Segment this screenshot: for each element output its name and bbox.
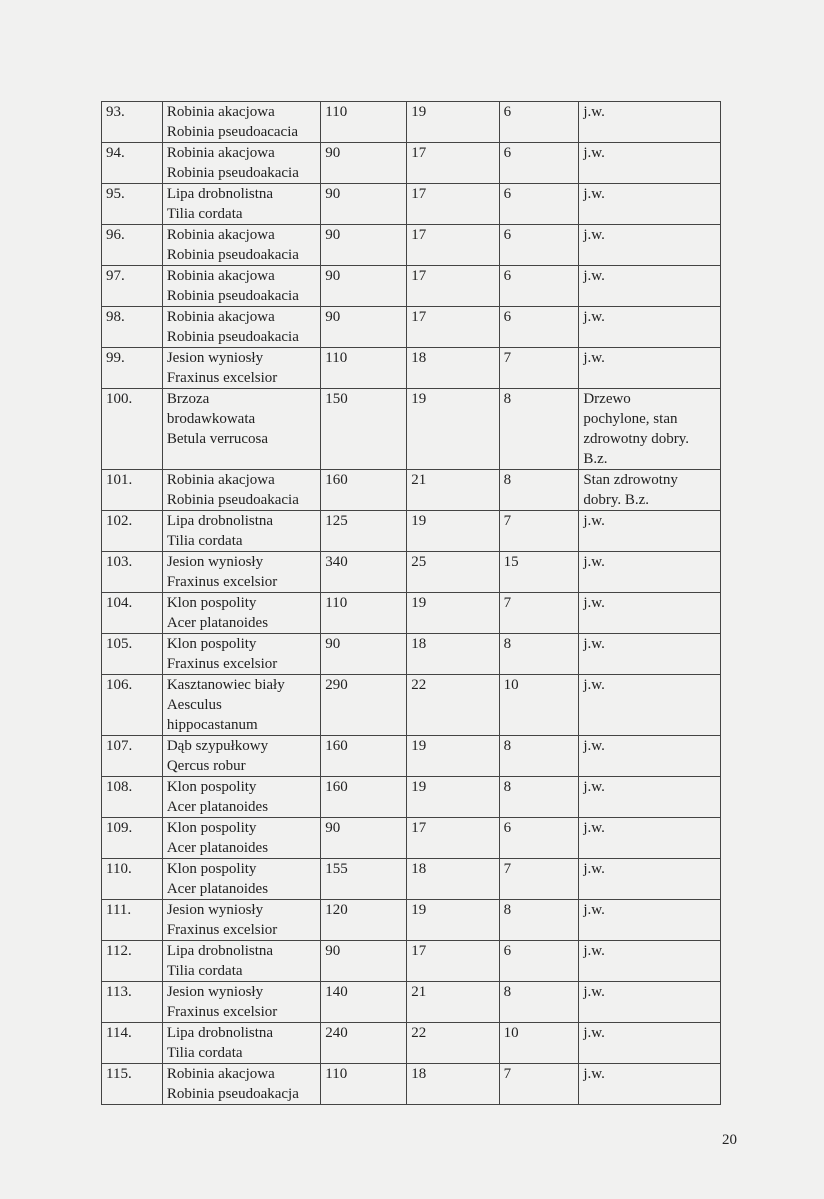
row-number: 98. [102,307,163,348]
value-col-2: 19 [407,736,499,777]
tree-inventory-table [101,101,721,1105]
remarks: j.w. [579,1023,721,1064]
remarks: j.w. [579,818,721,859]
tree-species: Lipa drobnolistna Tilia cordata [162,184,320,225]
value-col-2: 19 [407,900,499,941]
value-col-1: 160 [321,470,407,511]
row-number: 100. [102,389,163,470]
row-number: 107. [102,736,163,777]
value-col-1: 110 [321,102,407,143]
value-col-2: 17 [407,818,499,859]
value-col-3: 8 [499,736,579,777]
value-col-3: 6 [499,225,579,266]
table-row [102,1064,721,1105]
remarks: j.w. [579,777,721,818]
tree-species: Robinia akacjowa Robinia pseudoacacia [162,102,320,143]
tree-species: Jesion wyniosły Fraxinus excelsior [162,552,320,593]
table-row [102,634,721,675]
remarks: j.w. [579,982,721,1023]
value-col-3: 6 [499,102,579,143]
value-col-2: 17 [407,307,499,348]
value-col-3: 8 [499,470,579,511]
value-col-3: 8 [499,389,579,470]
tree-species: Jesion wyniosły Fraxinus excelsior [162,982,320,1023]
value-col-3: 7 [499,348,579,389]
value-col-3: 7 [499,1064,579,1105]
remarks: j.w. [579,225,721,266]
value-col-2: 18 [407,1064,499,1105]
table-row [102,982,721,1023]
value-col-3: 6 [499,184,579,225]
value-col-2: 17 [407,266,499,307]
row-number: 104. [102,593,163,634]
table-row [102,102,721,143]
table-row [102,736,721,777]
table-row [102,777,721,818]
tree-species: Jesion wyniosły Fraxinus excelsior [162,900,320,941]
tree-species: Robinia akacjowa Robinia pseudoakacia [162,470,320,511]
table-row [102,593,721,634]
page-number: 20 [722,1132,737,1148]
value-col-1: 155 [321,859,407,900]
remarks: j.w. [579,634,721,675]
value-col-1: 110 [321,348,407,389]
table-row [102,389,721,470]
value-col-2: 22 [407,1023,499,1064]
value-col-2: 19 [407,102,499,143]
value-col-1: 160 [321,777,407,818]
row-number: 109. [102,818,163,859]
value-col-1: 90 [321,225,407,266]
tree-species: Robinia akacjowa Robinia pseudoakacia [162,143,320,184]
remarks: j.w. [579,143,721,184]
value-col-3: 8 [499,634,579,675]
value-col-1: 90 [321,941,407,982]
row-number: 99. [102,348,163,389]
tree-species: Klon pospolity Acer platanoides [162,818,320,859]
value-col-1: 90 [321,307,407,348]
value-col-2: 18 [407,859,499,900]
tree-species: Klon pospolity Acer platanoides [162,777,320,818]
value-col-2: 19 [407,593,499,634]
remarks: j.w. [579,1064,721,1105]
value-col-1: 125 [321,511,407,552]
tree-species: Robinia akacjowa Robinia pseudoakacja [162,1064,320,1105]
table-row [102,511,721,552]
value-col-2: 18 [407,634,499,675]
value-col-2: 17 [407,143,499,184]
value-col-3: 10 [499,1023,579,1064]
row-number: 115. [102,1064,163,1105]
value-col-1: 340 [321,552,407,593]
value-col-1: 120 [321,900,407,941]
value-col-3: 6 [499,818,579,859]
value-col-1: 160 [321,736,407,777]
value-col-1: 90 [321,143,407,184]
table-row [102,348,721,389]
table-row [102,470,721,511]
remarks: j.w. [579,859,721,900]
table-row [102,307,721,348]
value-col-1: 110 [321,593,407,634]
value-col-3: 8 [499,777,579,818]
value-col-3: 8 [499,900,579,941]
value-col-1: 240 [321,1023,407,1064]
tree-species: Lipa drobnolistna Tilia cordata [162,941,320,982]
value-col-2: 18 [407,348,499,389]
value-col-1: 90 [321,818,407,859]
row-number: 112. [102,941,163,982]
tree-species: Kasztanowiec biały Aesculus hippocastanum [162,675,320,736]
tree-species: Klon pospolity Fraxinus excelsior [162,634,320,675]
tree-species: Jesion wyniosły Fraxinus excelsior [162,348,320,389]
table-row [102,266,721,307]
value-col-2: 17 [407,225,499,266]
row-number: 113. [102,982,163,1023]
table-row [102,900,721,941]
remarks: j.w. [579,593,721,634]
value-col-1: 110 [321,1064,407,1105]
remarks: j.w. [579,266,721,307]
row-number: 102. [102,511,163,552]
value-col-1: 150 [321,389,407,470]
value-col-2: 17 [407,941,499,982]
value-col-3: 7 [499,593,579,634]
table-row [102,941,721,982]
value-col-2: 21 [407,470,499,511]
row-number: 101. [102,470,163,511]
value-col-3: 6 [499,307,579,348]
row-number: 93. [102,102,163,143]
row-number: 95. [102,184,163,225]
value-col-2: 25 [407,552,499,593]
remarks: j.w. [579,348,721,389]
table-row [102,1023,721,1064]
value-col-3: 10 [499,675,579,736]
value-col-3: 6 [499,143,579,184]
value-col-3: 15 [499,552,579,593]
value-col-1: 90 [321,266,407,307]
value-col-2: 19 [407,777,499,818]
table-row [102,184,721,225]
table-row [102,675,721,736]
value-col-2: 17 [407,184,499,225]
tree-species: Robinia akacjowa Robinia pseudoakacia [162,266,320,307]
table-row [102,859,721,900]
value-col-3: 7 [499,859,579,900]
row-number: 106. [102,675,163,736]
remarks: j.w. [579,511,721,552]
table-row [102,143,721,184]
row-number: 110. [102,859,163,900]
row-number: 111. [102,900,163,941]
tree-species: Robinia akacjowa Robinia pseudoakacia [162,307,320,348]
table-row [102,225,721,266]
value-col-2: 19 [407,389,499,470]
value-col-2: 22 [407,675,499,736]
row-number: 105. [102,634,163,675]
row-number: 97. [102,266,163,307]
value-col-3: 8 [499,982,579,1023]
table-row [102,552,721,593]
tree-species: Brzoza brodawkowata Betula verrucosa [162,389,320,470]
remarks: j.w. [579,675,721,736]
remarks: j.w. [579,102,721,143]
value-col-3: 6 [499,266,579,307]
table-row [102,818,721,859]
tree-species: Dąb szypułkowy Qercus robur [162,736,320,777]
value-col-3: 6 [499,941,579,982]
row-number: 114. [102,1023,163,1064]
row-number: 103. [102,552,163,593]
value-col-1: 290 [321,675,407,736]
tree-species: Robinia akacjowa Robinia pseudoakacia [162,225,320,266]
remarks: j.w. [579,941,721,982]
tree-species: Lipa drobnolistna Tilia cordata [162,511,320,552]
value-col-1: 90 [321,634,407,675]
value-col-1: 140 [321,982,407,1023]
value-col-1: 90 [321,184,407,225]
tree-species: Klon pospolity Acer platanoides [162,593,320,634]
remarks: j.w. [579,552,721,593]
remarks: j.w. [579,307,721,348]
row-number: 108. [102,777,163,818]
tree-species: Lipa drobnolistna Tilia cordata [162,1023,320,1064]
value-col-2: 21 [407,982,499,1023]
row-number: 96. [102,225,163,266]
remarks: Drzewo pochylone, stan zdrowotny dobry. B.z. [579,389,721,470]
remarks: j.w. [579,184,721,225]
tree-species: Klon pospolity Acer platanoides [162,859,320,900]
value-col-3: 7 [499,511,579,552]
remarks: j.w. [579,736,721,777]
remarks: Stan zdrowotny dobry. B.z. [579,470,721,511]
value-col-2: 19 [407,511,499,552]
row-number: 94. [102,143,163,184]
remarks: j.w. [579,900,721,941]
